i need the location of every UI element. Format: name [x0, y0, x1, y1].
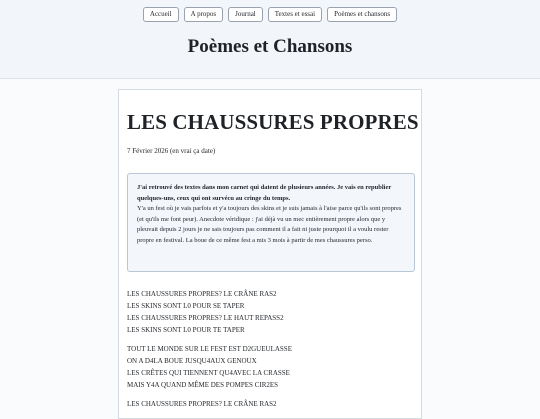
post-date: 7 Février 2026 (en vrai ça date)	[127, 147, 216, 155]
intro-text: Y'a un fest où je vais parfois et y'a toujours des skins et je suis jamais à l'aise parce qu'ils sont propres (et qu'ils me font peur). Anecdote véridique : j'ai déjà vu un mec entièrement propre alors que y pleuvait depuis 2 jours je ne sais toujours pas comment il a fait ni juste pourquoi il a voulu rester propre en festival. La boue de ce même fest a mis 3 mois à partir de mes chaussures perso.	[137, 205, 402, 244]
lyrics	[127, 288, 417, 417]
intro-bold-text: J'ai retrouvé des textes dans mon carnet qui datent de plusieurs années. Je vais en republier quelques-uns, ceux qui ont survécu au cringe du temps.	[137, 184, 392, 202]
site-header	[0, 0, 540, 79]
lyric-line: LES CRÊTES QUI TIENNENT QU4AVEC LA CRASSE	[127, 369, 290, 377]
lyric-line: LES SKINS SONT L0 POUR TE TAPER	[127, 326, 245, 334]
nav-home-button[interactable]: Accueil	[143, 7, 179, 22]
stanza	[127, 398, 417, 410]
intro-box	[127, 173, 415, 272]
main-nav	[0, 7, 540, 22]
lyric-line: LES SKINS SONT L0 POUR SE TAPER	[127, 302, 245, 310]
lyric-line: LES CHAUSSURES PROPRES? LE CRÂNE RAS2	[127, 400, 277, 408]
nav-poems-button[interactable]: Poèmes et chansons	[327, 7, 397, 22]
lyric-line: LES CHAUSSURES PROPRES? LE CRÂNE RAS2	[127, 290, 277, 298]
lyric-line: LES CHAUSSURES PROPRES? LE HAUT REPASS2	[127, 314, 284, 322]
lyric-line: MAIS Y4A QUAND MÊME DES POMPES CIR2ES	[127, 381, 279, 389]
nav-journal-button[interactable]: Journal	[228, 7, 263, 22]
stanza	[127, 288, 417, 336]
stanza	[127, 343, 417, 391]
lyric-line: TOUT LE MONDE SUR LE FEST EST D2GUEULASSE	[127, 345, 292, 353]
nav-texts-button[interactable]: Textes et essai	[268, 7, 322, 22]
site-title: Poèmes et Chansons	[187, 36, 353, 57]
post-card	[118, 89, 422, 419]
post-title: LES CHAUSSURES PROPRES	[127, 110, 419, 134]
nav-about-button[interactable]: A propos	[184, 7, 223, 22]
lyric-line: ON A D4LA BOUE JUSQU4AUX GENOUX	[127, 357, 257, 365]
